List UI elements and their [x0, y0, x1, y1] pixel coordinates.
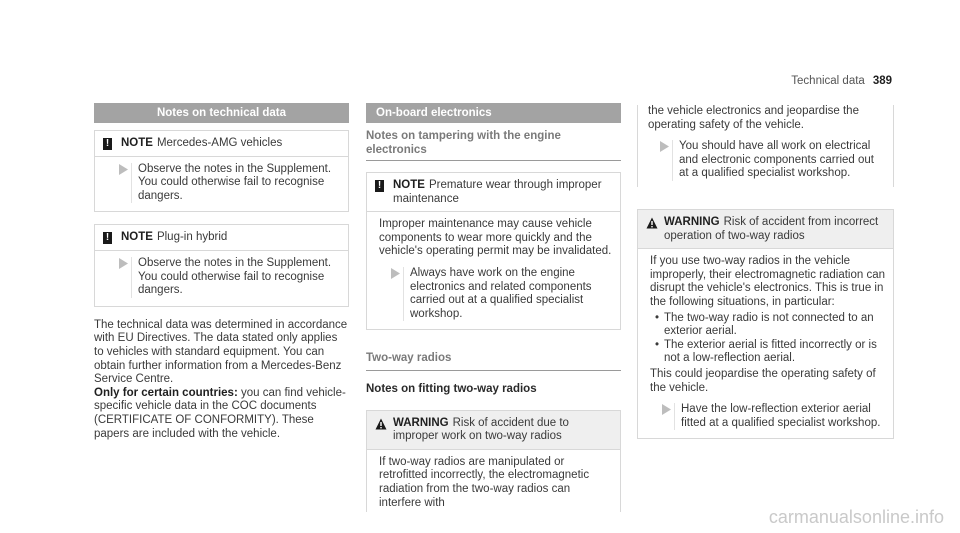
column-1 — [94, 103, 349, 441]
exclamation-icon: ! — [103, 138, 112, 150]
warning-label: WARNING — [664, 215, 720, 228]
subsection-title-fitting: Notes on fitting two-way radios — [366, 382, 537, 395]
warning-head — [367, 411, 620, 450]
column-2 — [366, 103, 621, 524]
instruction-step: Observe the notes in the Supplement. You could otherwise fail to recognise dangers. — [107, 163, 340, 204]
running-head — [791, 75, 892, 89]
list-item: • The exterior aerial is fitted incorrectly or is not a low-reflection aerial. — [650, 339, 885, 366]
column-3 — [637, 105, 894, 451]
note-head — [367, 173, 620, 212]
instruction-step: Have the low-reflection exterior aerial fitted at a qualified specialist workshop. — [650, 403, 885, 430]
warning-box-incorrect-operation — [637, 209, 894, 439]
note-box-amg — [94, 130, 349, 212]
bullet-icon: • — [654, 311, 660, 324]
note-box-hybrid — [94, 224, 349, 306]
warning-title: Risk of accident from incorrect operation of two-way radios — [664, 215, 879, 242]
warning-head — [638, 210, 893, 249]
note-title: Mercedes-AMG vehicles — [156, 137, 283, 149]
note-head — [95, 225, 348, 251]
warning-body: If you use two-way radios in the vehicle improperly, their electromagnetic radiation can disrupt the vehicle's electronics. This is true in the following situations, in particular: — [650, 255, 886, 308]
bullet-icon: • — [654, 338, 660, 351]
note-title: Premature wear through improper maintenance — [393, 179, 602, 205]
running-head-title: Technical data — [791, 75, 865, 87]
section-title-tampering: Notes on tampering with the engine electronics — [366, 130, 621, 161]
section-header-onboard-electronics: On-board electronics — [366, 103, 621, 123]
note-box-maintenance — [366, 172, 621, 330]
warning-triangle-icon — [646, 217, 658, 229]
section-title-two-way-radios: Two-way radios — [366, 352, 621, 371]
paragraph-technical-data: The technical data was determined in accordance with EU Directives. The data stated only applies to vehicles with standard equipment. You can obtain further information from a Mercedes-Benz Service Centre. — [94, 318, 348, 386]
page-number: 389 — [872, 75, 892, 87]
instruction-step: Observe the notes in the Supplement. You could otherwise fail to recognise dangers. — [107, 257, 340, 298]
exclamation-icon: ! — [375, 180, 384, 192]
bullet-list — [650, 312, 885, 366]
warning-label: WARNING — [393, 416, 449, 429]
note-title: Plug-in hybrid — [156, 231, 228, 244]
warning-title: Risk of accident due to improper work on two-way radios — [393, 416, 569, 443]
exclamation-icon: ! — [103, 232, 112, 244]
section-header-technical-data: Notes on technical data — [94, 103, 349, 123]
instruction-step: You should have all work on electrical and electronic components carried out at a qualified specialist workshop. — [648, 140, 885, 181]
note-label: NOTE — [393, 179, 425, 191]
watermark: carmanualsonline.info — [768, 507, 944, 528]
note-body: Improper maintenance may cause vehicle components to wear more quickly and the vehicle's operating permit may be invalidated. — [379, 218, 612, 258]
warning-triangle-icon — [375, 418, 387, 430]
note-head — [95, 131, 348, 157]
warning-after: This could jeopardise the operating safety of the vehicle. — [650, 367, 876, 394]
list-item: • The two-way radio is not connected to an exterior aerial. — [650, 312, 885, 339]
paragraph-coc: Only for certain countries: you can find vehicle-specific vehicle data in the COC documents (CERTIFICATE OF CONFORMITY). These papers are included with the vehicle. — [94, 386, 346, 440]
note-label: NOTE — [121, 231, 153, 244]
warning-continuation — [637, 105, 894, 187]
instruction-step: Always have work on the engine electronics and related components carried out at a qualified specialist workshop. — [379, 267, 612, 321]
continuation-text: the vehicle electronics and jeopardise the operating safety of the vehicle. — [648, 105, 859, 131]
warning-box-improper-work — [366, 410, 621, 513]
note-label: NOTE — [121, 137, 153, 149]
warning-body: If two-way radios are manipulated or retrofitted incorrectly, the electromagnetic radiation from the two-way radios can interfere with — [379, 455, 590, 509]
